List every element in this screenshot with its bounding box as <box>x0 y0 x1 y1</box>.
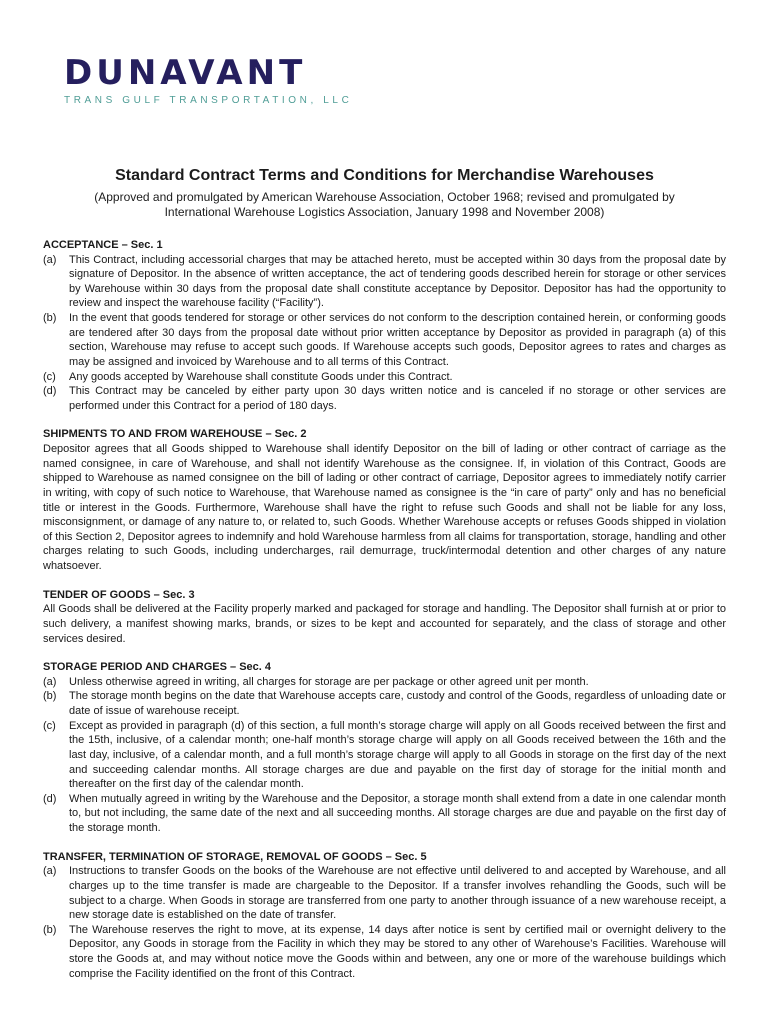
item-letter-label: (a) <box>43 675 57 688</box>
item-letter-label: (c) <box>43 370 56 383</box>
lettered-item <box>43 253 726 312</box>
lettered-item <box>43 311 726 370</box>
contract-section <box>43 427 726 573</box>
title-block <box>43 166 726 221</box>
item-letter-label: (b) <box>43 923 57 936</box>
page-subtitle-line1: (Approved and promulgated by American Warehouse Association, October 1968; revised and promulgated by <box>94 189 675 204</box>
item-letter-label: (c) <box>43 719 56 732</box>
item-text: The storage month begins on the date that Warehouse accepts care, custody and control of the Goods, regardless of unloading date or date of issue of warehouse receipt. <box>69 690 726 717</box>
lettered-item <box>43 719 726 792</box>
contract-section <box>43 238 726 414</box>
lettered-item <box>43 923 726 982</box>
item-text: When mutually agreed in writing by the Warehouse and the Depositor, a storage month shall extend from a date in one calendar month to, but not including, the same date of the next and all succeeding months. All storage charges are due and payable on the first day of the storage month. <box>69 792 726 834</box>
item-text: This Contract, including accessorial charges that may be attached hereto, must be accepted within 30 days from the proposal date by signature of Depositor. In the absence of written acceptance, the act of tendering goods described herein for storage or other services by Warehouse within 30 days from the proposal date shall constitute acceptance by Depositor. Depositor has had the opportunity to review and inspect the warehouse facility (“Facility”). <box>69 253 726 310</box>
item-letter-label: (d) <box>43 792 57 805</box>
item-letter-label: (a) <box>43 865 57 878</box>
item-text: Any goods accepted by Warehouse shall constitute Goods under this Contract. <box>69 370 453 383</box>
lettered-item <box>43 864 726 923</box>
section-paragraph: Depositor agrees that all Goods shipped to Warehouse shall identify Depositor on the bill of lading or other contract of carriage as the named consignee, in care of Warehouse, and shall not identify Warehouse as the consignee. If, in violation of this Contract, Goods are shipped to Warehouse as named consignee on the bill of lading or other contract of carriage, Depositor agrees to immediately notify carrier in writing, with copy of such notice to Warehouse, that Warehouse named as consignee is the “in care of party” only and has no beneficial title or interest in the Goods. Furthermore, Warehouse shall have the right to refuse such Goods and shall not be liable for any loss, misconsignment, or damage of any nature to, or related to, such Goods. Whether Warehouse accepts or refuses Goods shipped in violation of this Section 2, Depositor agrees to indemnify and hold Warehouse harmless from all claims for transportation, storage, handling and other charges relating to such Goods, including undercharges, rail demurrage, truck/intermodal detention and other charges of any nature whatsoever. <box>43 443 726 572</box>
lettered-item <box>43 370 726 385</box>
item-letter-label: (a) <box>43 253 57 266</box>
section-heading: TENDER OF GOODS – Sec. 3 <box>43 588 195 601</box>
contract-section <box>43 850 726 982</box>
lettered-item <box>43 689 726 718</box>
section-heading: ACCEPTANCE – Sec. 1 <box>43 238 163 251</box>
brand-wordmark: DUNAVANT <box>64 53 307 93</box>
lettered-item <box>43 675 726 690</box>
company-logo <box>64 53 726 106</box>
lettered-item <box>43 384 726 413</box>
lettered-item <box>43 792 726 836</box>
brand-tagline: TRANS GULF TRANSPORTATION, LLC <box>64 94 353 106</box>
section-heading: STORAGE PERIOD AND CHARGES – Sec. 4 <box>43 661 271 674</box>
item-text: In the event that goods tendered for storage or other services do not conform to the description contained herein, or conforming goods are tendered after 30 days from the proposal date without prior written acceptance by Depositor as provided in paragraph (a) of this section, Warehouse may refuse to accept such goods. If Warehouse accepts such goods, Depositor agrees to rates and charges as may be assigned and invoiced by Warehouse and to all terms of this Contract. <box>69 312 726 368</box>
item-text: This Contract may be canceled by either party upon 30 days written notice and is canceled if no storage or other services are performed under this Contract for a period of 180 days. <box>69 385 726 412</box>
item-letter-label: (b) <box>43 312 57 324</box>
item-letter-label: (b) <box>43 690 57 703</box>
item-text: Instructions to transfer Goods on the books of the Warehouse are not effective until delivered to and accepted by Warehouse, and all charges up to the time transfer is made are chargeable to the Depositor. If a transfer involves rehandling the Goods, such will be subject to a charge. When Goods in storage are transferred from one party to another through issuance of a new warehouse receipt, a new storage date is established on the date of transfer. <box>69 865 726 922</box>
page-subtitle-line2: International Warehouse Logistics Association, January 1998 and November 2008) <box>164 205 605 220</box>
page-title: Standard Contract Terms and Conditions for Merchandise Warehouses <box>115 166 654 184</box>
section-heading: SHIPMENTS TO AND FROM WAREHOUSE – Sec. 2 <box>43 428 307 441</box>
item-text: Except as provided in paragraph (d) of this section, a full month’s storage charge will apply on all Goods received between the first and the 15th, inclusive, of a calendar month; one-half month’s storage charge will apply on all Goods received between the 16th and the last day, inclusive, of a calendar month, and a full month’s storage charge will apply to all Goods in storage on the first day of the next and succeeding calendar months. All storage charges are due and payable on the first day of storage for the initial month and thereafter on the first day of the calendar month. <box>69 719 726 791</box>
item-text: The Warehouse reserves the right to move, at its expense, 14 days after notice is sent by certified mail or overnight delivery to the Depositor, any Goods in storage from the Facility in which they may be stored to any other of Warehouse’s Facilities. Warehouse will store the Goods at, and may without notice move the Goods within and between, any one or more of the warehouse buildings which comprise the Facility identified on the front of this Contract. <box>69 923 726 980</box>
contract-sections <box>43 238 726 981</box>
section-paragraph: All Goods shall be delivered at the Facility properly marked and packaged for storage and handling. The Depositor shall furnish at or prior to such delivery, a manifest showing marks, brands, or sizes to be kept and accounted for separately, and the class of storage and other services desired. <box>43 603 726 645</box>
contract-section <box>43 660 726 836</box>
item-text: Unless otherwise agreed in writing, all charges for storage are per package or other agreed unit per month. <box>69 675 589 688</box>
item-letter-label: (d) <box>43 385 57 398</box>
section-heading: TRANSFER, TERMINATION OF STORAGE, REMOVAL OF GOODS – Sec. 5 <box>43 850 427 863</box>
contract-section <box>43 588 726 647</box>
